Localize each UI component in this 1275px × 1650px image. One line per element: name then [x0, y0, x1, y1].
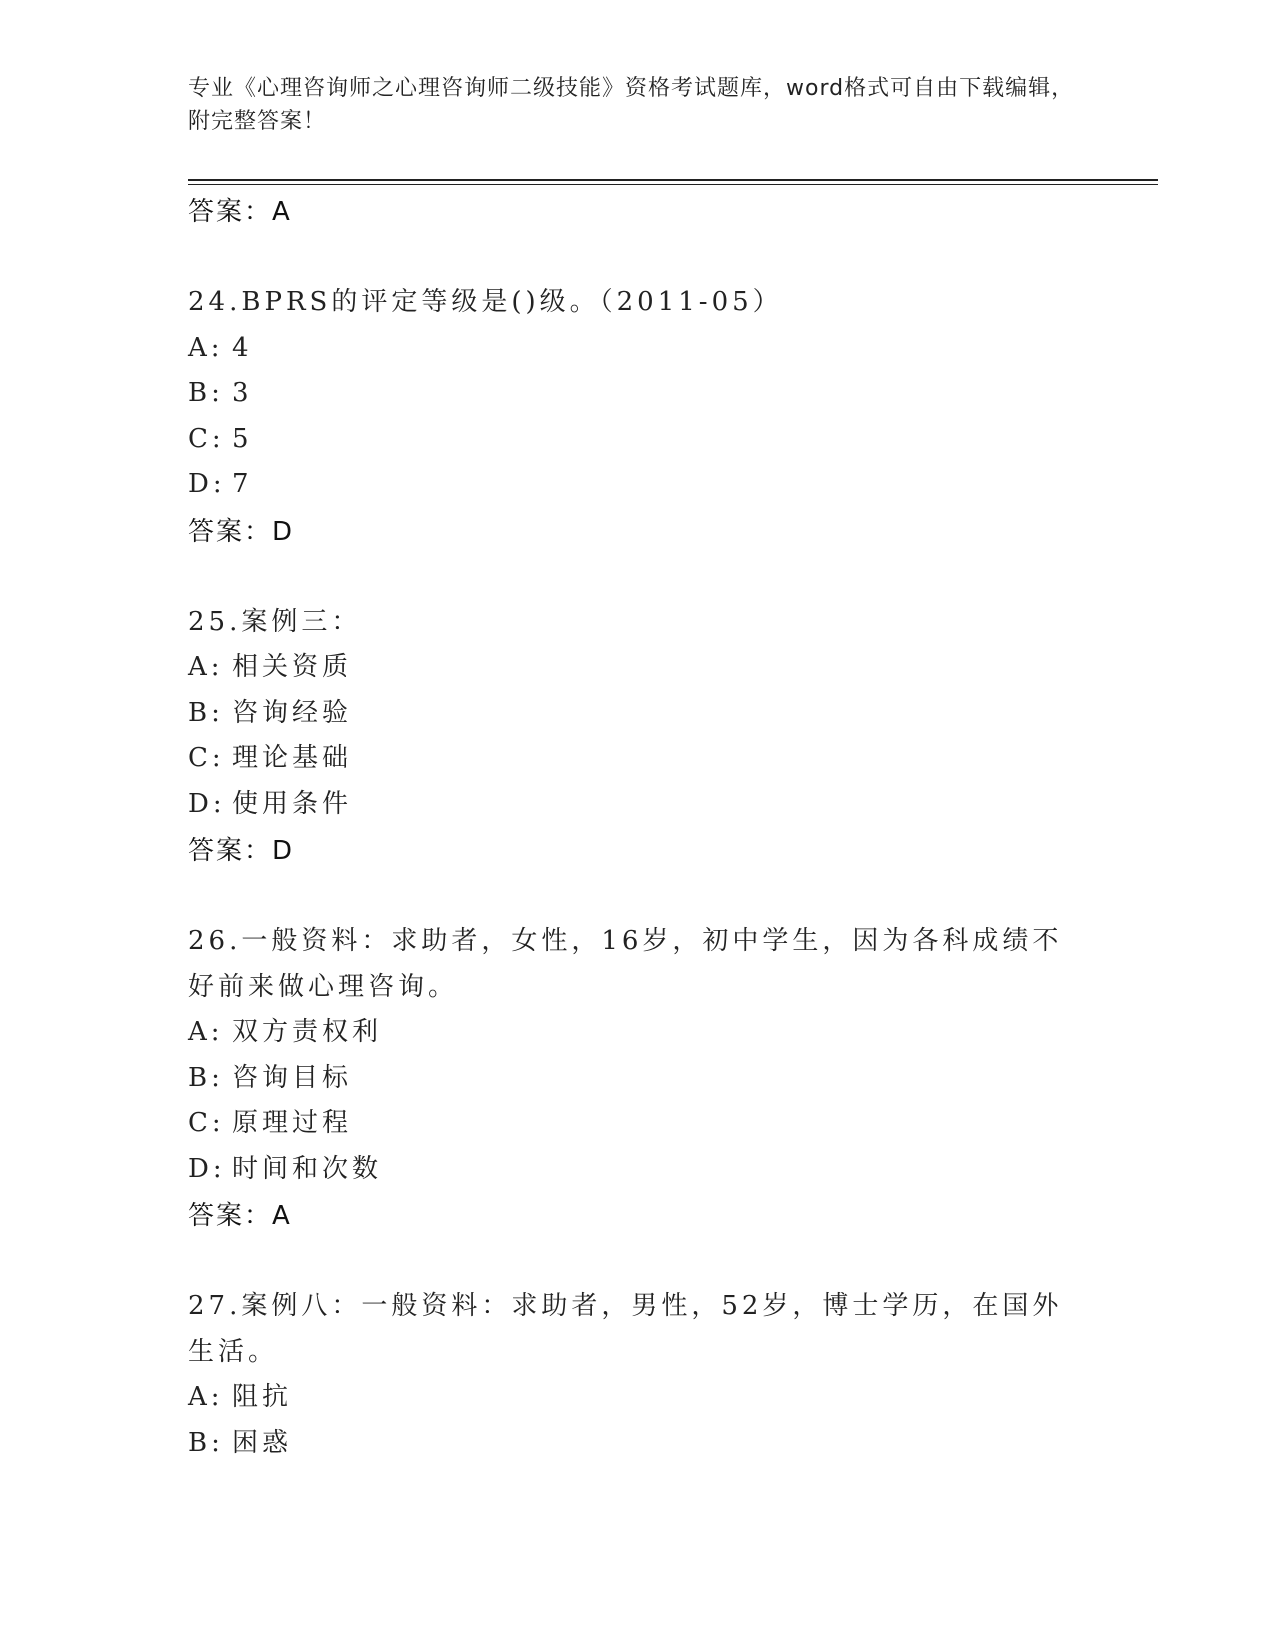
option-item [188, 1056, 1088, 1102]
option-letter: B: [188, 697, 224, 728]
option-item [188, 691, 1088, 737]
option-letter: A: [188, 652, 224, 682]
option-text: 咨询经验 [232, 697, 353, 728]
option-text: 理论基础 [232, 743, 353, 773]
question-item [188, 280, 1088, 556]
option-letter: B: [188, 1427, 224, 1458]
option-item [188, 371, 1088, 417]
option-item [188, 1375, 1088, 1421]
question-item [188, 600, 1088, 876]
document-header: 专业《心理咨询师之心理咨询师二级技能》资格考试题库，word格式可自由下载编辑，附完整答案！ [188, 76, 1075, 134]
option-text: 咨询目标 [232, 1062, 353, 1093]
option-item [188, 1147, 1088, 1193]
option-text: 双方责权利 [232, 1017, 383, 1047]
option-text: 时间和次数 [232, 1153, 383, 1184]
option-item [188, 1101, 1088, 1147]
option-item [188, 645, 1088, 691]
option-text: 原理过程 [232, 1108, 353, 1138]
header-divider-thin [188, 184, 1158, 185]
option-item [188, 1421, 1088, 1467]
question-title: 25.案例三： [188, 606, 362, 637]
question-content [188, 188, 1088, 1466]
option-item [188, 326, 1088, 372]
option-item [188, 417, 1088, 463]
option-text: 5 [232, 423, 253, 454]
question-title: 24.BPRS的评定等级是()级。（2011-05） [188, 287, 783, 317]
option-letter: A: [188, 332, 224, 363]
option-letter: C: [188, 423, 225, 454]
option-letter: B: [188, 1062, 224, 1093]
question-item [188, 919, 1088, 1240]
option-text: 7 [232, 469, 253, 499]
option-text: 相关资质 [232, 652, 353, 682]
header-divider-thick [188, 179, 1158, 181]
option-letter: D: [188, 469, 226, 499]
option-text: 4 [232, 332, 253, 363]
option-item [188, 736, 1088, 782]
answer-line: 答案：A [188, 1201, 292, 1231]
answer-line: 答案：A [188, 197, 292, 227]
answer-line: 答案：D [188, 836, 295, 866]
question-title: 27.案例八：一般资料：求助者，男性，52岁，博士学历，在国外生活。 [188, 1291, 1063, 1367]
option-letter: A: [188, 1382, 224, 1412]
option-text: 困惑 [232, 1427, 293, 1458]
option-letter: C: [188, 743, 225, 773]
answer-line: 答案：D [188, 516, 295, 547]
question-item [188, 1284, 1088, 1466]
question-title: 26.一般资料：求助者，女性，16岁，初中学生，因为各科成绩不好前来做心理咨询。 [188, 926, 1063, 1002]
option-letter: C: [188, 1108, 225, 1138]
option-text: 阻抗 [232, 1382, 293, 1412]
option-text: 3 [232, 378, 253, 408]
option-letter: A: [188, 1017, 224, 1047]
option-letter: D: [188, 1153, 226, 1184]
option-item [188, 1010, 1088, 1056]
option-letter: B: [188, 378, 224, 408]
option-item [188, 782, 1088, 828]
option-letter: D: [188, 788, 226, 819]
option-item [188, 462, 1088, 508]
option-text: 使用条件 [232, 788, 353, 819]
